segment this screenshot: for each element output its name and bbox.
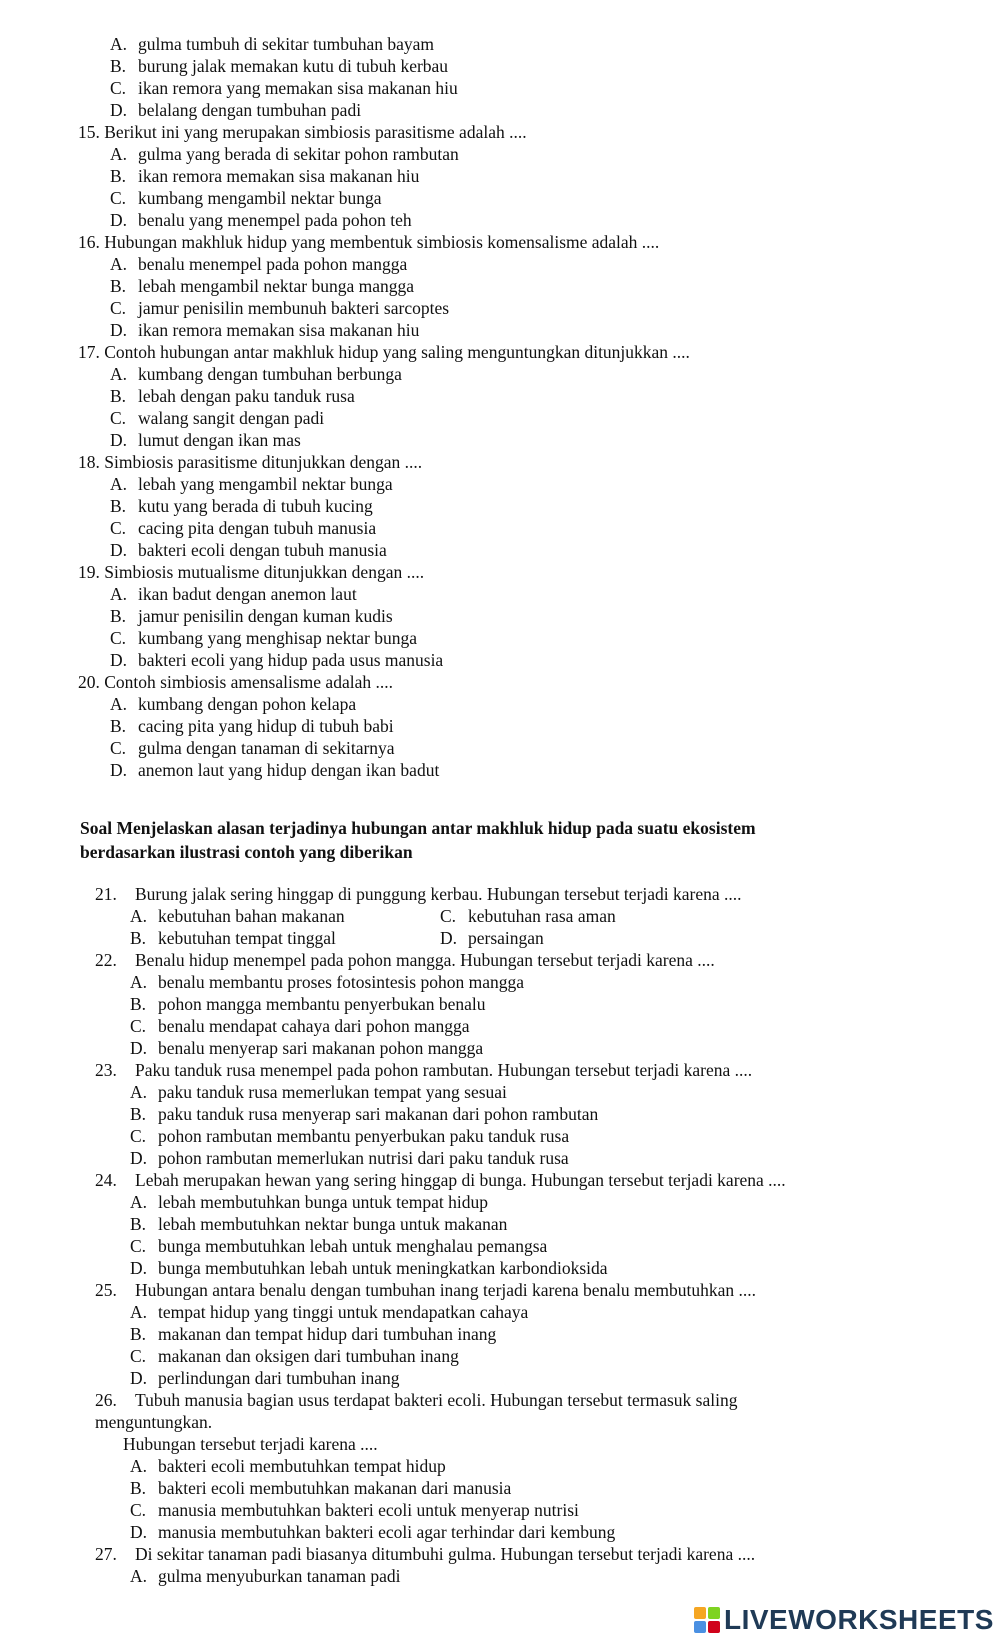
q25-option-a[interactable]: A. tempat hidup yang tinggi untuk mendapatkan cahaya xyxy=(130,1302,529,1322)
q26-option-b[interactable]: B. bakteri ecoli membutuhkan makanan dari manusia xyxy=(130,1478,512,1498)
q26-question-continued: menguntungkan. xyxy=(95,1412,213,1432)
q15-question: 15. Berikut ini yang merupakan simbiosis parasitisme adalah .... xyxy=(78,122,527,142)
q23-option-d[interactable]: D. pohon rambutan memerlukan nutrisi dari paku tanduk rusa xyxy=(130,1148,569,1168)
q26-option-d[interactable]: D. manusia membutuhkan bakteri ecoli agar terhindar dari kembung xyxy=(130,1522,616,1542)
q24-option-d[interactable]: D. bunga membutuhkan lebah untuk meningkatkan karbondioksida xyxy=(130,1258,608,1278)
q24-option-b[interactable]: B. lebah membutuhkan nektar bunga untuk makanan xyxy=(130,1214,508,1234)
q22-question: 22. Benalu hidup menempel pada pohon mangga. Hubungan tersebut terjadi karena .... xyxy=(95,950,715,970)
q18-option-c[interactable]: C. cacing pita dengan tubuh manusia xyxy=(110,518,377,538)
q20-question: 20. Contoh simbiosis amensalisme adalah .... xyxy=(78,672,393,692)
q16-option-a[interactable]: A. benalu menempel pada pohon mangga xyxy=(110,254,408,274)
q16-question: 16. Hubungan makhluk hidup yang membentuk simbiosis komensalisme adalah .... xyxy=(78,232,660,252)
q22-option-a[interactable]: A. benalu membantu proses fotosintesis pohon mangga xyxy=(130,972,524,992)
q18-option-a[interactable]: A. lebah yang mengambil nektar bunga xyxy=(110,474,393,494)
q27-question: 27. Di sekitar tanaman padi biasanya ditumbuhi gulma. Hubungan tersebut terjadi karena .... xyxy=(95,1544,756,1564)
q18-option-d[interactable]: D. bakteri ecoli dengan tubuh manusia xyxy=(110,540,387,560)
q16-option-c[interactable]: C. jamur penisilin membunuh bakteri sarcoptes xyxy=(110,298,450,318)
q19-option-d[interactable]: D. bakteri ecoli yang hidup pada usus manusia xyxy=(110,650,444,670)
q20-option-b[interactable]: B. cacing pita yang hidup di tubuh babi xyxy=(110,716,394,736)
q15-option-d[interactable]: D. benalu yang menempel pada pohon teh xyxy=(110,210,412,230)
q25-option-b[interactable]: B. makanan dan tempat hidup dari tumbuhan inang xyxy=(130,1324,497,1344)
q17-option-b[interactable]: B. lebah dengan paku tanduk rusa xyxy=(110,386,355,406)
q19-question: 19. Simbiosis mutualisme ditunjukkan dengan .... xyxy=(78,562,425,582)
q25-question: 25. Hubungan antara benalu dengan tumbuhan inang terjadi karena benalu membutuhkan .... xyxy=(95,1280,757,1300)
q25-option-c[interactable]: C. makanan dan oksigen dari tumbuhan inang xyxy=(130,1346,459,1366)
q22-option-b[interactable]: B. pohon mangga membantu penyerbukan benalu xyxy=(130,994,486,1014)
q21-option-a[interactable]: A. kebutuhan bahan makanan xyxy=(130,906,345,926)
q21-question: 21. Burung jalak sering hinggap di punggung kerbau. Hubungan tersebut terjadi karena .... xyxy=(95,884,742,904)
q14-option-b[interactable]: B. burung jalak memakan kutu di tubuh kerbau xyxy=(110,56,449,76)
q15-option-a[interactable]: A. gulma yang berada di sekitar pohon rambutan xyxy=(110,144,459,164)
section-heading-line-1: Soal Menjelaskan alasan terjadinya hubungan antar makhluk hidup pada suatu ekosistem xyxy=(80,818,756,838)
q18-question: 18. Simbiosis parasitisme ditunjukkan dengan .... xyxy=(78,452,423,472)
liveworksheets-logo xyxy=(694,1604,994,1636)
q14-option-a[interactable]: A. gulma tumbuh di sekitar tumbuhan bayam xyxy=(110,34,434,54)
q23-option-a[interactable]: A. paku tanduk rusa memerlukan tempat yang sesuai xyxy=(130,1082,507,1102)
q21-option-c[interactable]: C. kebutuhan rasa aman xyxy=(440,906,616,926)
q16-option-b[interactable]: B. lebah mengambil nektar bunga mangga xyxy=(110,276,415,296)
q17-option-c[interactable]: C. walang sangit dengan padi xyxy=(110,408,325,428)
q19-option-a[interactable]: A. ikan badut dengan anemon laut xyxy=(110,584,357,604)
q21-option-b[interactable]: B. kebutuhan tempat tinggal xyxy=(130,928,336,948)
q27-option-a[interactable]: A. gulma menyuburkan tanaman padi xyxy=(130,1566,401,1586)
q26-option-a[interactable]: A. bakteri ecoli membutuhkan tempat hidup xyxy=(130,1456,446,1476)
q24-option-c[interactable]: C. bunga membutuhkan lebah untuk menghalau pemangsa xyxy=(130,1236,548,1256)
q20-option-d[interactable]: D. anemon laut yang hidup dengan ikan badut xyxy=(110,760,440,780)
q17-option-d[interactable]: D. lumut dengan ikan mas xyxy=(110,430,301,450)
q26-subquestion: Hubungan tersebut terjadi karena .... xyxy=(123,1434,378,1454)
q19-option-b[interactable]: B. jamur penisilin dengan kuman kudis xyxy=(110,606,393,626)
liveworksheets-logo-icon xyxy=(694,1607,720,1633)
q24-question: 24. Lebah merupakan hewan yang sering hinggap di bunga. Hubungan tersebut terjadi karena .... xyxy=(95,1170,786,1190)
q17-question: 17. Contoh hubungan antar makhluk hidup yang saling menguntungkan ditunjukkan .... xyxy=(78,342,690,362)
q21-option-d[interactable]: D. persaingan xyxy=(440,928,544,948)
q24-option-a[interactable]: A. lebah membutuhkan bunga untuk tempat hidup xyxy=(130,1192,489,1212)
q23-option-c[interactable]: C. pohon rambutan membantu penyerbukan paku tanduk rusa xyxy=(130,1126,570,1146)
q26-option-c[interactable]: C. manusia membutuhkan bakteri ecoli untuk menyerap nutrisi xyxy=(130,1500,579,1520)
q23-question: 23. Paku tanduk rusa menempel pada pohon rambutan. Hubungan tersebut terjadi karena .... xyxy=(95,1060,753,1080)
q14-option-c[interactable]: C. ikan remora yang memakan sisa makanan hiu xyxy=(110,78,458,98)
q18-option-b[interactable]: B. kutu yang berada di tubuh kucing xyxy=(110,496,373,516)
q16-option-d[interactable]: D. ikan remora memakan sisa makanan hiu xyxy=(110,320,420,340)
q22-option-d[interactable]: D. benalu menyerap sari makanan pohon mangga xyxy=(130,1038,484,1058)
q22-option-c[interactable]: C. benalu mendapat cahaya dari pohon mangga xyxy=(130,1016,470,1036)
liveworksheets-logo-text: LIVEWORKSHEETS xyxy=(724,1604,994,1635)
q17-option-a[interactable]: A. kumbang dengan tumbuhan berbunga xyxy=(110,364,402,384)
q25-option-d[interactable]: D. perlindungan dari tumbuhan inang xyxy=(130,1368,400,1388)
q15-option-c[interactable]: C. kumbang mengambil nektar bunga xyxy=(110,188,382,208)
q15-option-b[interactable]: B. ikan remora memakan sisa makanan hiu xyxy=(110,166,420,186)
q19-option-c[interactable]: C. kumbang yang menghisap nektar bunga xyxy=(110,628,417,648)
q14-option-d[interactable]: D. belalang dengan tumbuhan padi xyxy=(110,100,362,120)
q23-option-b[interactable]: B. paku tanduk rusa menyerap sari makanan dari pohon rambutan xyxy=(130,1104,599,1124)
section-heading-line-2: berdasarkan ilustrasi contoh yang diberikan xyxy=(80,842,413,862)
q20-option-c[interactable]: C. gulma dengan tanaman di sekitarnya xyxy=(110,738,395,758)
q20-option-a[interactable]: A. kumbang dengan pohon kelapa xyxy=(110,694,357,714)
q26-question: 26. Tubuh manusia bagian usus terdapat bakteri ecoli. Hubungan tersebut termasuk saling xyxy=(95,1390,738,1410)
